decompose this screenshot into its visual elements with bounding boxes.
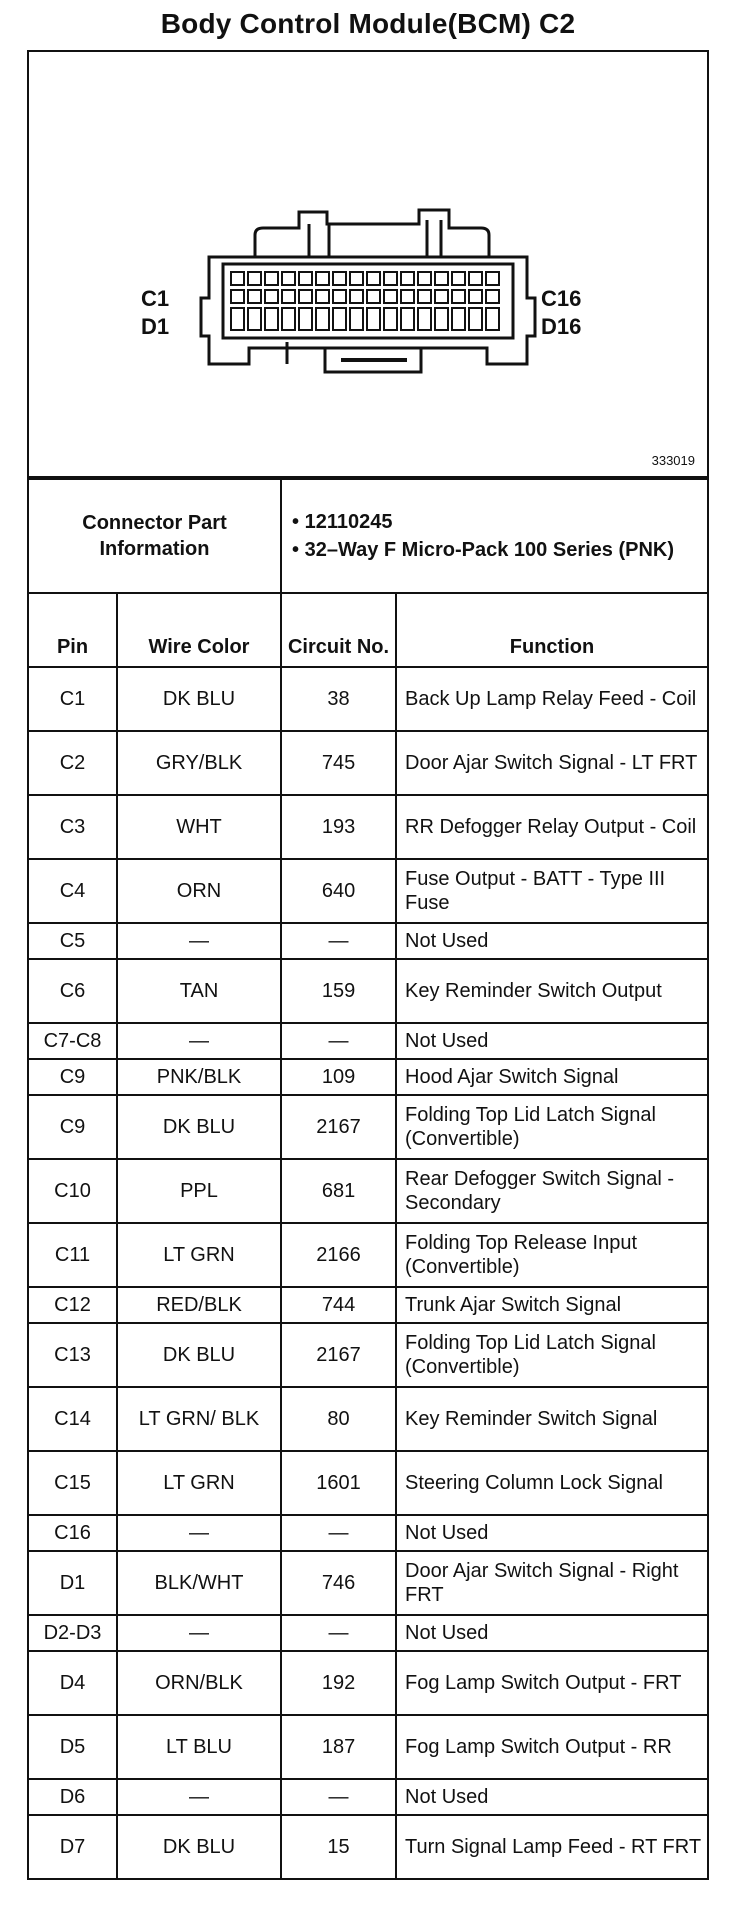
table-row — [29, 1387, 707, 1451]
table-row — [29, 1095, 707, 1159]
pin-cell: C14 — [29, 1387, 117, 1451]
connector-part-label — [29, 479, 281, 593]
table-row — [29, 1615, 707, 1651]
table-row — [29, 667, 707, 731]
table-row — [29, 731, 707, 795]
wire-color-cell: WHT — [117, 795, 281, 859]
pin-cell: D4 — [29, 1651, 117, 1715]
connector-latch-right — [427, 220, 441, 257]
wire-color-cell: RED/BLK — [117, 1287, 281, 1323]
function-cell: Door Ajar Switch Signal - LT FRT — [396, 731, 707, 795]
pin-label-c16: C16 — [541, 286, 582, 311]
circuit-cell: 744 — [281, 1287, 396, 1323]
wire-color-cell: DK BLU — [117, 1323, 281, 1387]
function-cell: Not Used — [396, 1023, 707, 1059]
function-cell: RR Defogger Relay Output - Coil — [396, 795, 707, 859]
table-row — [29, 859, 707, 923]
function-cell: Fog Lamp Switch Output - FRT — [396, 1651, 707, 1715]
circuit-cell: 745 — [281, 731, 396, 795]
circuit-cell: 80 — [281, 1387, 396, 1451]
pin-label-d1: D1 — [141, 314, 170, 339]
table-row — [29, 1815, 707, 1878]
function-cell: Key Reminder Switch Signal — [396, 1387, 707, 1451]
figure-number: 333019 — [651, 453, 695, 468]
circuit-cell: 2167 — [281, 1323, 396, 1387]
table-row — [29, 1223, 707, 1287]
wire-color-cell: — — [117, 1615, 281, 1651]
table-row — [29, 1451, 707, 1515]
wire-color-cell: DK BLU — [117, 1815, 281, 1878]
pin-cell: C9 — [29, 1059, 117, 1095]
wire-color-cell: LT GRN — [117, 1223, 281, 1287]
pin-cell: D7 — [29, 1815, 117, 1878]
circuit-cell: 192 — [281, 1651, 396, 1715]
function-cell: Folding Top Lid Latch Signal (Convertible) — [396, 1095, 707, 1159]
column-header-pin: Pin — [29, 593, 117, 667]
table-row — [29, 1323, 707, 1387]
connector-diagram — [29, 52, 707, 478]
function-cell: Turn Signal Lamp Feed - RT FRT — [396, 1815, 707, 1878]
function-cell: Rear Defogger Switch Signal - Secondary — [396, 1159, 707, 1223]
function-cell: Door Ajar Switch Signal - Right FRT — [396, 1551, 707, 1615]
table-row — [29, 1715, 707, 1779]
pinout-table-frame — [27, 50, 709, 1880]
pin-cell: C12 — [29, 1287, 117, 1323]
function-cell: Key Reminder Switch Output — [396, 959, 707, 1023]
circuit-cell: 15 — [281, 1815, 396, 1878]
function-cell: Folding Top Release Input (Convertible) — [396, 1223, 707, 1287]
connector-part-number: • 12110245 — [292, 511, 393, 533]
table-row — [29, 1159, 707, 1223]
connector-latch-outline — [255, 210, 489, 257]
pin-cell: C4 — [29, 859, 117, 923]
pin-cell: C16 — [29, 1515, 117, 1551]
connector-part-label-text: Connector Part Information — [82, 512, 227, 560]
function-cell: Not Used — [396, 923, 707, 959]
wire-color-cell: — — [117, 1779, 281, 1815]
function-cell: Hood Ajar Switch Signal — [396, 1059, 707, 1095]
circuit-cell: 193 — [281, 795, 396, 859]
table-row — [29, 923, 707, 959]
wire-color-cell: GRY/BLK — [117, 731, 281, 795]
connector-latch-left — [309, 224, 329, 257]
pin-cell: C6 — [29, 959, 117, 1023]
pinout-table — [29, 478, 707, 1878]
table-row — [29, 1779, 707, 1815]
wire-color-cell: — — [117, 1023, 281, 1059]
table-row — [29, 1551, 707, 1615]
connector-part-info — [281, 479, 707, 593]
function-cell: Steering Column Lock Signal — [396, 1451, 707, 1515]
column-header-circuit-no: Circuit No. — [281, 593, 396, 667]
circuit-cell: 2167 — [281, 1095, 396, 1159]
circuit-cell: 1601 — [281, 1451, 396, 1515]
connector-type: • 32–Way F Micro-Pack 100 Series (PNK) — [292, 539, 675, 561]
pin-label-c1: C1 — [141, 286, 170, 311]
wire-color-cell: PPL — [117, 1159, 281, 1223]
pin-cell: C11 — [29, 1223, 117, 1287]
circuit-cell: 2166 — [281, 1223, 396, 1287]
connector-pin-cavities — [231, 272, 499, 330]
pin-cell: C1 — [29, 667, 117, 731]
pin-cell: D1 — [29, 1551, 117, 1615]
wire-color-cell: DK BLU — [117, 667, 281, 731]
column-header-wire-color: Wire Color — [117, 593, 281, 667]
wire-color-cell: — — [117, 1515, 281, 1551]
function-cell: Back Up Lamp Relay Feed - Coil — [396, 667, 707, 731]
pinout-rows — [29, 667, 707, 1878]
pin-cell: D6 — [29, 1779, 117, 1815]
circuit-cell: 38 — [281, 667, 396, 731]
table-row — [29, 1023, 707, 1059]
circuit-cell: — — [281, 1515, 396, 1551]
pin-cell: C5 — [29, 923, 117, 959]
wire-color-cell: — — [117, 923, 281, 959]
page-title: Body Control Module(BCM) C2 — [160, 8, 576, 39]
circuit-cell: — — [281, 1023, 396, 1059]
circuit-cell: — — [281, 923, 396, 959]
pin-cell: C3 — [29, 795, 117, 859]
wire-color-cell: TAN — [117, 959, 281, 1023]
connector-drawing — [29, 52, 707, 476]
table-row — [29, 1287, 707, 1323]
wire-color-cell: BLK/WHT — [117, 1551, 281, 1615]
wire-color-cell: LT BLU — [117, 1715, 281, 1779]
pin-label-d16: D16 — [541, 314, 582, 339]
circuit-cell: 681 — [281, 1159, 396, 1223]
circuit-cell: 109 — [281, 1059, 396, 1095]
function-cell: Not Used — [396, 1615, 707, 1651]
wire-color-cell: ORN/BLK — [117, 1651, 281, 1715]
wire-color-cell: PNK/BLK — [117, 1059, 281, 1095]
circuit-cell: 159 — [281, 959, 396, 1023]
pin-cell: C2 — [29, 731, 117, 795]
table-row — [29, 1515, 707, 1551]
pin-cell: C9 — [29, 1095, 117, 1159]
pin-cell: D2-D3 — [29, 1615, 117, 1651]
pin-cell: C13 — [29, 1323, 117, 1387]
column-header-function: Function — [396, 593, 707, 667]
table-row — [29, 795, 707, 859]
table-row — [29, 1651, 707, 1715]
function-cell: Folding Top Lid Latch Signal (Convertible) — [396, 1323, 707, 1387]
pin-cell: C7-C8 — [29, 1023, 117, 1059]
wire-color-cell: LT GRN — [117, 1451, 281, 1515]
function-cell: Not Used — [396, 1779, 707, 1815]
table-row — [29, 1059, 707, 1095]
function-cell: Trunk Ajar Switch Signal — [396, 1287, 707, 1323]
function-cell: Fuse Output - BATT - Type III Fuse — [396, 859, 707, 923]
circuit-cell: 746 — [281, 1551, 396, 1615]
table-row — [29, 959, 707, 1023]
wire-color-cell: LT GRN/ BLK — [117, 1387, 281, 1451]
pin-cell: C15 — [29, 1451, 117, 1515]
wire-color-cell: ORN — [117, 859, 281, 923]
circuit-cell: — — [281, 1779, 396, 1815]
pin-cell: D5 — [29, 1715, 117, 1779]
function-cell: Fog Lamp Switch Output - RR — [396, 1715, 707, 1779]
pin-cell: C10 — [29, 1159, 117, 1223]
wire-color-cell: DK BLU — [117, 1095, 281, 1159]
function-cell: Not Used — [396, 1515, 707, 1551]
circuit-cell: — — [281, 1615, 396, 1651]
circuit-cell: 640 — [281, 859, 396, 923]
circuit-cell: 187 — [281, 1715, 396, 1779]
